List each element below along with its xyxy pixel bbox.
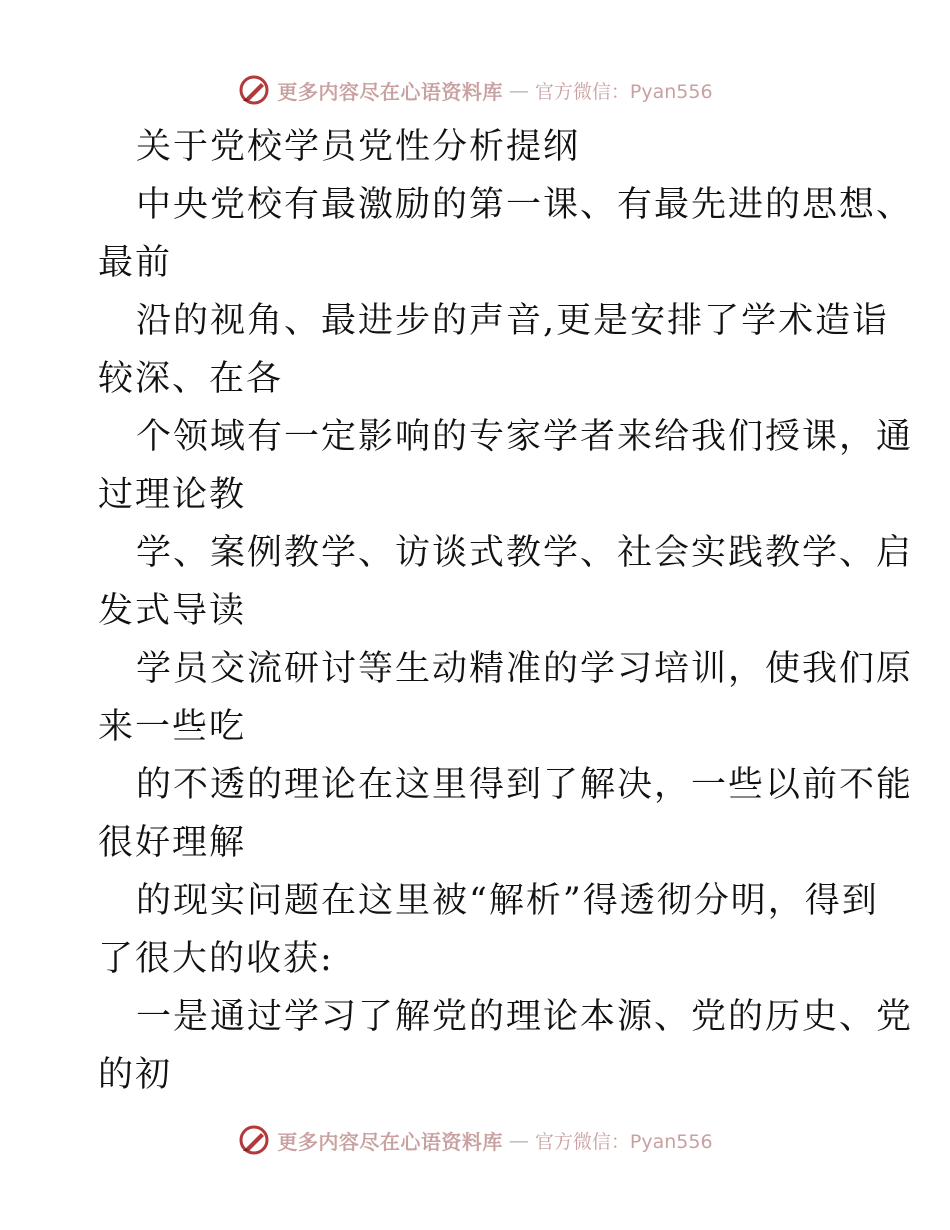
watermark-contact: 官方微信：Pyan556 (534, 80, 713, 103)
text-line: 个领域有一定影响的专家学者来给我们授课，通 (136, 417, 914, 457)
text-line: 了很大的收获: (98, 939, 334, 979)
text-line: 一是通过学习了解党的理论本源、党的历史、党 (136, 997, 914, 1037)
document-body (98, 118, 914, 1104)
text-line: 过理论教 (98, 475, 247, 515)
text-line: 的现实问题在这里被“解析”得透彻分明，得到 (136, 881, 879, 921)
text-line: 的初 (98, 1055, 173, 1095)
watermark-dash: — (508, 1128, 529, 1152)
footer-watermark (0, 1120, 950, 1160)
text-line: 的不透的理论在这里得到了解决，一些以前不能 (136, 765, 914, 805)
watermark-site-text: 更多内容尽在心语资料库 (277, 79, 503, 104)
text-line: 发式导读 (98, 591, 247, 631)
pen-logo-icon (237, 73, 271, 107)
watermark-group (237, 73, 712, 107)
header-watermark (0, 70, 950, 110)
text-line: 很好理解 (98, 823, 247, 863)
pen-logo-icon (237, 1123, 271, 1157)
watermark-group (237, 1123, 712, 1157)
text-line: 沿的视角、最进步的声音,更是安排了学术造诣 (136, 301, 890, 341)
watermark-dash: — (508, 78, 529, 102)
text-line: 来一些吃 (98, 707, 247, 747)
watermark-site-text: 更多内容尽在心语资料库 (277, 1129, 503, 1154)
watermark-contact: 官方微信：Pyan556 (534, 1130, 713, 1153)
text-line: 最前 (98, 243, 173, 283)
text-line: 学、案例教学、访谈式教学、社会实践教学、启 (136, 533, 914, 573)
text-line: 中央党校有最激励的第一课、有最先进的思想、 (136, 185, 914, 225)
text-line: 学员交流研讨等生动精准的学习培训，使我们原 (136, 649, 914, 689)
text-line: 较深、在各 (98, 359, 284, 399)
document-title: 关于党校学员党性分析提纲 (136, 127, 581, 167)
